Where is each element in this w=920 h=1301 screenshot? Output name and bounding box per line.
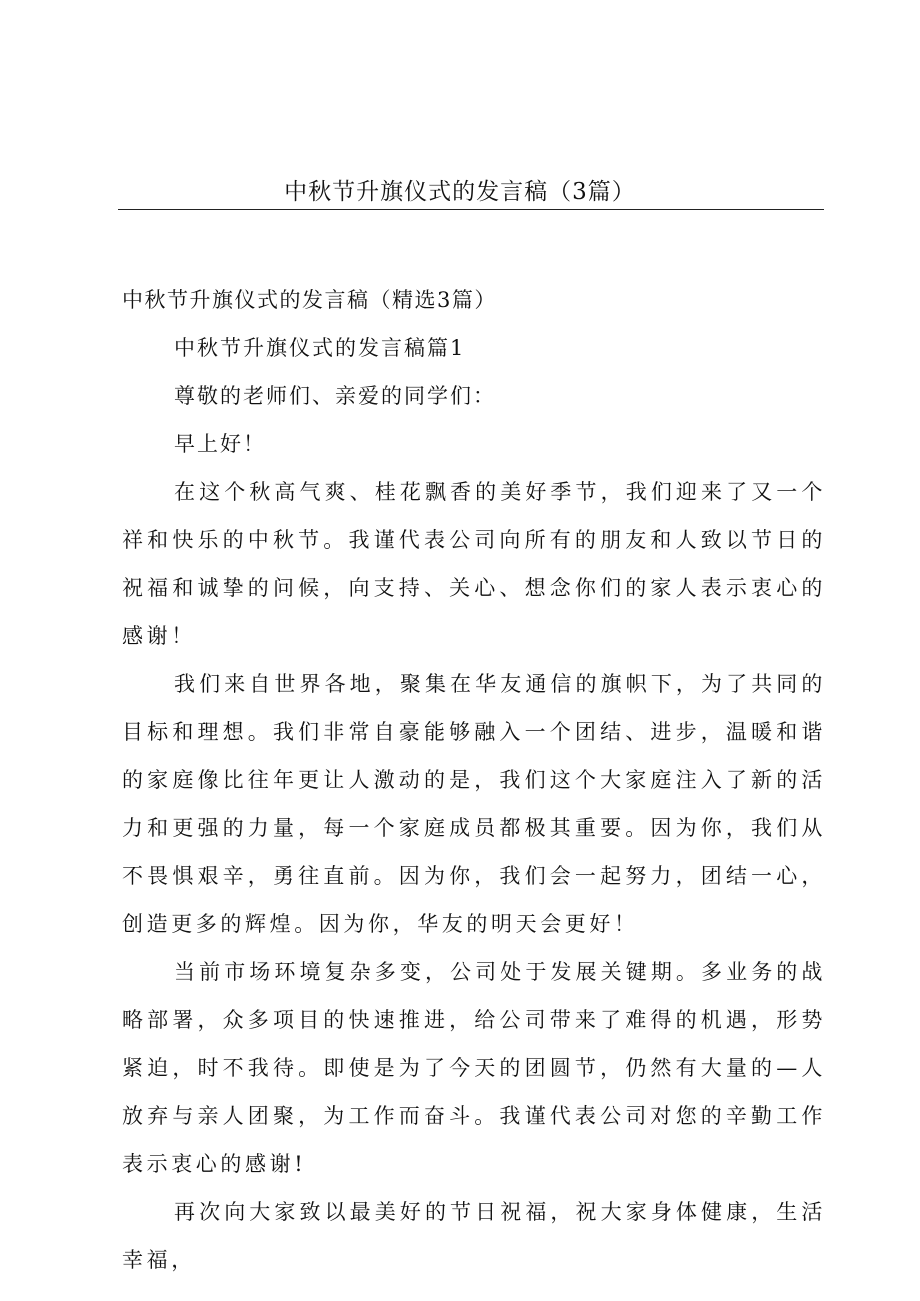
paragraph-3: 当前市场环境复杂多变，公司处于发展关键期。多业务的战略部署，众多项目的快速推进，给公司带来了难得的机遇，形势紧迫，时不我待。即使是为了今天的团圆节，仍然有大量的—人放弃与亲人团聚，为工作而奋斗。我谨代表公司对您的辛勤工作表示衷心的感谢! [122,960,826,1176]
document-body [122,276,826,1284]
document-subtitle: 中秋节升旗仪式的发言稿（精选3篇） [122,288,497,312]
greeting: 早上好！ [174,432,266,456]
paragraph-2: 我们来自世界各地，聚集在华友通信的旗帜下，为了共同的目标和理想。我们非常自豪能够融入一个团结、进步，温暖和谐的家庭像比往年更让人激动的是，我们这个大家庭注入了新的活力和更强的力量，每一个家庭成员都极其重要。因为你，我们从不畏惧艰辛，勇往直前。因为你，我们会一起努力，团结一心，创造更多的辉煌。因为你，华友的明天会更好！ [122,672,826,936]
salutation: 尊敬的老师们、亲爱的同学们： [174,384,496,408]
paragraph-4: 再次向大家致以最美好的节日祝福，祝大家身体健康，生活幸福， [122,1200,826,1272]
section-heading: 中秋节升旗仪式的发言稿篇1 [174,336,466,360]
document-title: 中秋节升旗仪式的发言稿（3篇） [284,179,636,205]
paragraph-1: 在这个秋高气爽、桂花飘香的美好季节，我们迎来了又一个祥和快乐的中秋节。我谨代表公司向所有的朋友和人致以节日的祝福和诚挚的问候，向支持、关心、想念你们的家人表示衷心的感谢！ [122,480,826,648]
title-underline [118,209,824,210]
